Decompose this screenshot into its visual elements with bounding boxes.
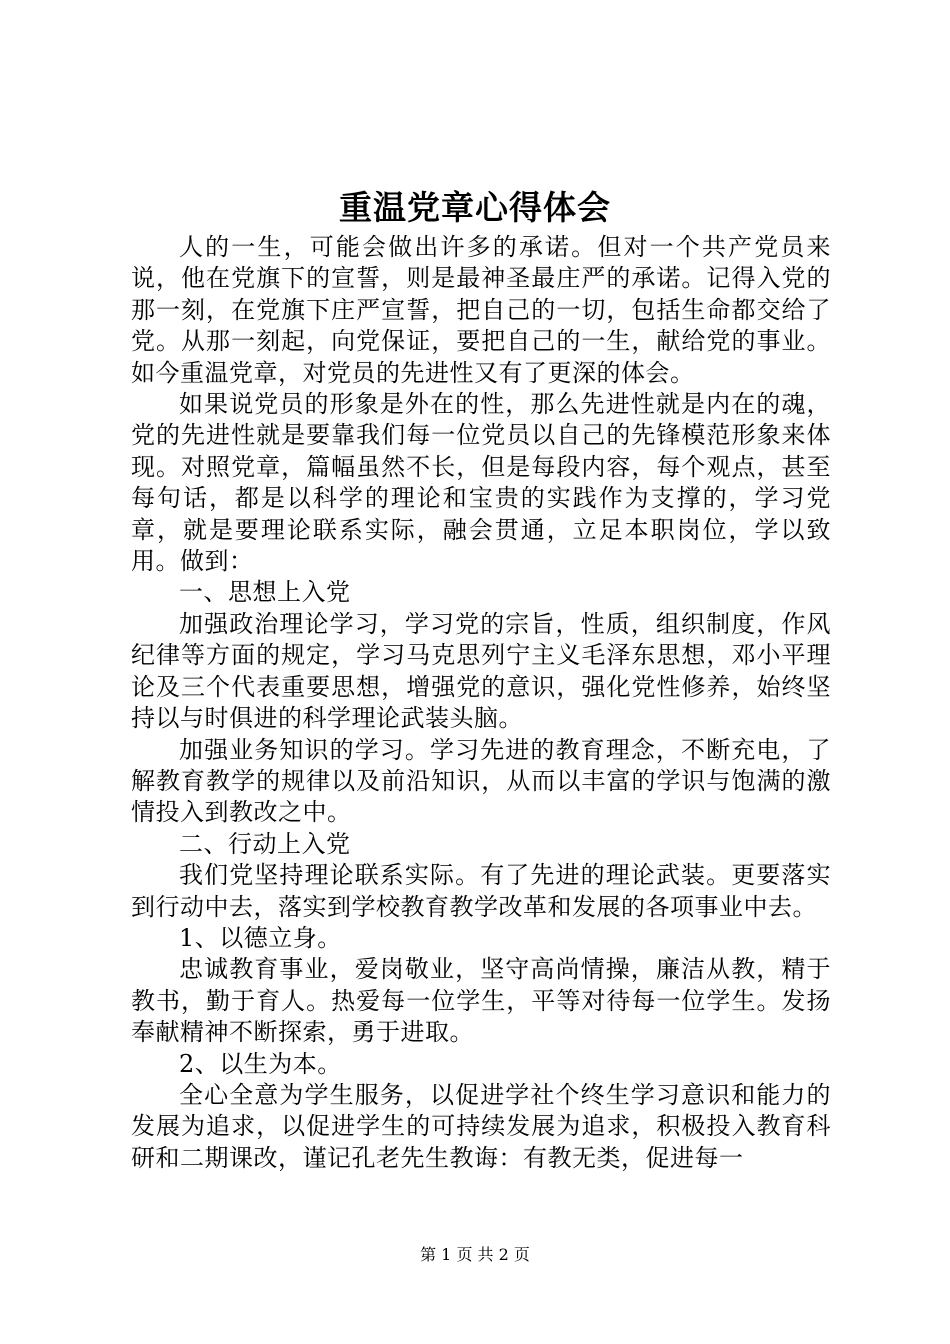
paragraph-7: 全心全意为学生服务，以促进学社个终生学习意识和能力的发展为追求，以促进学生的可持续发展为追求，积极投入教育科研和二期课改，谨记孔老先生教诲：有教无类，促进每一 [131, 1080, 831, 1172]
paragraph-5: 我们党坚持理论联系实际。有了先进的理论武装。更要落实到行动中去，落实到学校教育教学改革和发展的各项事业中去。 [131, 861, 831, 921]
subheading-2: 2、以生为本。 [179, 1049, 342, 1078]
page-footer: 第 1 页 共 2 页 [420, 1245, 530, 1264]
section-heading-2: 二、行动上入党 [179, 829, 351, 858]
document-title: 重温党章心得体会 [339, 188, 611, 227]
section-heading-1: 一、思想上入党 [179, 578, 351, 607]
paragraph-6: 忠诚教育事业，爱岗敬业，坚守高尚情操，廉洁从教，精于教书，勤于育人。热爱每一位学生，平等对待每一位学生。发扬奉献精神不断探索，勇于进取。 [131, 955, 831, 1047]
document-body [131, 232, 831, 1174]
paragraph-1: 人的一生，可能会做出许多的承诺。但对一个共产党员来说，他在党旗下的宣誓，则是最神圣最庄严的承诺。记得入党的那一刻，在党旗下庄严宣誓，把自己的一切，包括生命都交给了党。从那一刻起，向党保证，要把自己的一生，献给党的事业。如今重温党章，对党员的先进性又有了更深的体会。 [131, 233, 831, 387]
paragraph-3: 加强政治理论学习，学习党的宗旨，性质，组织制度，作风纪律等方面的规定，学习马克思列宁主义毛泽东思想，邓小平理论及三个代表重要思想，增强党的意识，强化党性修养，始终坚持以与时俱进的科学理论武装头脑。 [131, 609, 831, 733]
paragraph-2: 如果说党员的形象是外在的性，那么先进性就是内在的魂，党的先进性就是要靠我们每一位党员以自己的先锋模范形象来体现。对照党章，篇幅虽然不长，但是每段内容，每个观点，甚至每句话，都是以科学的理论和宝贵的实践作为支撑的，学习党章，就是要理论联系实际，融会贯通，立足本职岗位，学以致用。做到： [131, 390, 831, 576]
subheading-1: 1、以德立身。 [179, 923, 342, 952]
paragraph-4: 加强业务知识的学习。学习先进的教育理念，不断充电，了解教育教学的规律以及前沿知识，从而以丰富的学识与饱满的激情投入到教改之中。 [131, 735, 831, 827]
